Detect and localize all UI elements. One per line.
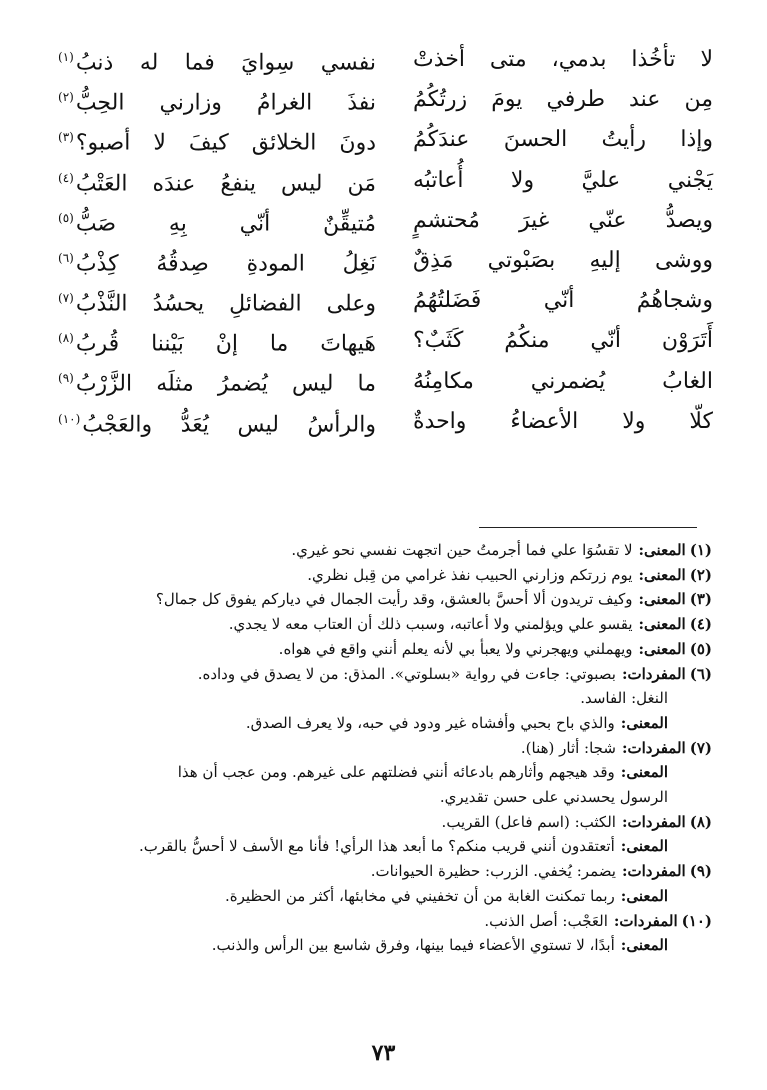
footnote-ref[interactable]: (٨) <box>58 331 74 346</box>
footnote-line <box>52 834 712 859</box>
footnote-label: المفردات: <box>621 862 686 881</box>
footnote-text: لا تقسُوَا علي فما أجرمتُ حين اتجهت نفسي نحو غيري. <box>291 541 633 559</box>
footnote-ref[interactable]: (٧) <box>58 291 74 306</box>
hemistich-text: نفذَ الغرامُ وزارني الحِبُّ <box>75 90 376 116</box>
footnote-label: المفردات: <box>621 664 686 683</box>
footnote-label: المفردات: <box>621 738 686 757</box>
footnote-text: يقسو علي ويؤلمني ولا أعاتبه، وسبب ذلك أن العتاب معه لا يجدي. <box>228 615 633 634</box>
verse <box>58 120 713 160</box>
hemistich-text: دونَ الخلائق كيفَ لا أصبو؟ <box>75 130 376 156</box>
footnote-ref[interactable]: (٤) <box>58 170 74 185</box>
verse-first-hemistich: ووشى إليهِ بصَبْوتي مَذِقٌ <box>413 248 713 274</box>
footnote-text: ويهملني ويهجرني ولا يعبأ بي لأنه يعلم أنني واقع في هواه. <box>278 639 633 658</box>
footnote-number: (٣) <box>689 590 712 609</box>
footnote-ref[interactable]: (١٠) <box>58 411 81 426</box>
footnote-line <box>52 909 712 934</box>
footnote-line <box>52 563 712 588</box>
hemistich-text: والرأسُ ليس يُعَدُّ والعَجْبُ <box>82 411 376 437</box>
verse <box>58 362 713 402</box>
footnote-line <box>52 637 712 662</box>
footnote-number: (٨) <box>689 812 712 831</box>
footnote-label: المعنى: <box>620 713 668 732</box>
footnote-number: (٩) <box>689 862 712 881</box>
footnote-text: وكيف تريدون ألا أحسَّ بالعشق، وقد رأيت الجمال في دياركم يفوق كل جمال؟ <box>155 590 633 609</box>
footnote-text: أتعتقدون أنني قريب منكم؟ ما أبعد هذا الرأي! فأنا مع الأسف لا أحسُّ بالقرب. <box>138 837 615 856</box>
footnote-ref[interactable]: (١) <box>58 49 74 64</box>
footnote-line <box>52 662 712 687</box>
footnote-text: وقد هيجهم وأثارهم بادعائه أنني فضلتهم على غيرهم. ومن عجب أن هذا <box>177 763 615 782</box>
footnote-line <box>52 760 712 785</box>
hemistich-text: وعلى الفضائلِ يحسُدُ النَّذْبُ <box>75 291 376 317</box>
footnote-label: المعنى: <box>620 936 668 955</box>
footnote-number: (٤) <box>689 615 712 634</box>
footnote-line <box>52 711 712 736</box>
footnote-text: يضمر: يُخفي. الزرب: حظيرة الحيوانات. <box>370 862 616 881</box>
footnote-text: العَجْب: أصل الذنب. <box>484 911 608 930</box>
footnote-ref[interactable]: (٩) <box>58 371 74 386</box>
hemistich-text: مَن ليس ينفعُ عندَه العَتْبُ <box>75 170 376 196</box>
footnote-ref[interactable]: (٣) <box>58 130 74 145</box>
footnote-line <box>52 587 712 612</box>
verse-first-hemistich: وشجاهُمُ أنّي فَضَلتُهُمُ <box>413 288 713 314</box>
footnote-label: المعنى: <box>638 565 686 584</box>
footnote-line <box>52 612 712 637</box>
footnote-number: (٦) <box>689 664 712 683</box>
footnote-text: بصبوتي: جاءت في رواية «بسلوتي». المذق: من لا يصدق في وداده. <box>197 664 616 683</box>
footnote-ref[interactable]: (٥) <box>58 210 74 225</box>
footnote-number: (٢) <box>689 565 712 584</box>
footnote-text: والذي باح بحبي وأفشاه غير ودود في حبه، ولا يعرف الصدق. <box>245 713 615 732</box>
footnote-number: (٥) <box>689 639 712 658</box>
footnote-number: (٧) <box>689 738 712 757</box>
verse-first-hemistich: أَتَرَوْن أنّي منكُمُ كَثَبٌ؟ <box>413 328 713 354</box>
footnote-label: المعنى: <box>638 615 686 634</box>
verse <box>58 241 713 281</box>
footnote-text: النغل: الفاسد. <box>580 689 668 708</box>
footnote-label: المعنى: <box>620 886 668 905</box>
footnote-text: يوم زرتكم وزارني الحبيب نفذ غرامي من قِبل نظري. <box>307 565 633 584</box>
poem <box>58 40 713 442</box>
footnote-label: المفردات: <box>621 812 686 831</box>
footnote-line <box>52 884 712 909</box>
footnote-line <box>52 859 712 884</box>
footnote-label: المعنى: <box>638 590 686 609</box>
verse-first-hemistich: ويصدُّ عنّي غيرَ مُحتشمٍ <box>413 207 713 233</box>
verse <box>58 402 713 442</box>
footnotes <box>52 538 712 958</box>
footnote-label: المعنى: <box>620 837 668 856</box>
footnote-text: شجا: أثار (هنا). <box>520 738 616 757</box>
footnote-line <box>52 810 712 835</box>
footnote-ref[interactable]: (٦) <box>58 250 74 265</box>
footnote-text: أبدًا، لا تستوي الأعضاء فيما بينها، وفرق شاسع بين الرأس والذنب. <box>211 936 615 955</box>
footnote-label: المعنى: <box>638 541 686 559</box>
footnote-text: الكثب: (اسم فاعل) القريب. <box>441 812 616 831</box>
verse-first-hemistich: الغابُ يُضمرني مكامِنُهُ <box>413 368 713 394</box>
verse <box>58 40 713 80</box>
verse-first-hemistich: وإذا رأيتُ الحسنَ عندَكُمُ <box>413 127 713 153</box>
footnote-divider <box>479 527 697 528</box>
footnote-ref[interactable]: (٢) <box>58 90 74 105</box>
verse <box>58 281 713 321</box>
footnote-label: المعنى: <box>620 763 668 782</box>
footnote-number: (١٠) <box>681 911 712 930</box>
footnote-label: المعنى: <box>638 639 686 658</box>
hemistich-text: نفسي سِوايَ فما له ذنبُ <box>75 50 376 76</box>
verse-first-hemistich: كلّا ولا الأعضاءُ واحدةٌ <box>413 408 713 434</box>
verse <box>58 161 713 201</box>
verse <box>58 201 713 241</box>
footnote-line <box>52 736 712 761</box>
hemistich-text: نَغِلُ المودةِ صِدقُهُ كِذْبُ <box>75 251 376 277</box>
footnote-text: الرسول يحسدني على حسن تقديري. <box>439 788 668 807</box>
hemistich-text: هَيهاتَ ما إنْ بَيْننا قُربُ <box>75 331 376 357</box>
footnote-line <box>52 933 712 958</box>
footnote-label: المفردات: <box>613 911 678 930</box>
verse-first-hemistich: يَجْني عليَّ ولا أُعاتبُه <box>413 167 713 193</box>
verse-first-hemistich: مِن عند طرفي يومَ زرتُكُمُ <box>413 87 713 113</box>
hemistich-text: مُتيقِّنٌ أنّي بِهِ صَبُّ <box>75 211 376 237</box>
verse <box>58 321 713 361</box>
hemistich-text: ما ليس يُضمرُ مثلَه الزَّرْبُ <box>75 371 376 397</box>
verse-second-hemistich <box>58 399 376 445</box>
verse-first-hemistich: لا تأخُذا بدمي، متى أخذتْ <box>413 47 713 73</box>
footnote-line <box>52 785 712 810</box>
footnote-text: ربما تمكنت الغابة من أن تخفيني في مخابئها، أكثر من الحظيرة. <box>224 886 615 905</box>
footnote-line <box>52 686 712 711</box>
verse <box>58 80 713 120</box>
footnote-line <box>52 538 712 563</box>
footnote-number: (١) <box>689 541 712 559</box>
page-number: ٧٣ <box>371 1040 396 1066</box>
